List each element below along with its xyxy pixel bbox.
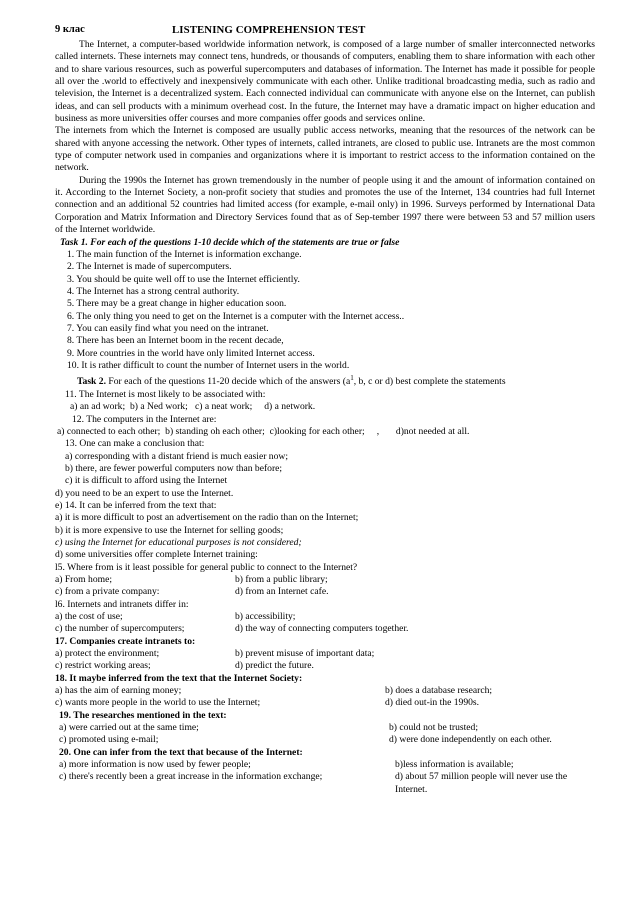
task2-sup: 1 (350, 374, 354, 383)
task2-instruction (77, 372, 595, 389)
option: c) the number of supercomputers; (55, 623, 185, 635)
option: d)not needed at all. (395, 425, 470, 437)
option: b)less information is available; (395, 759, 514, 771)
option: b) a Ned work; (129, 401, 188, 413)
option: a) has the aim of earning money; (55, 685, 182, 697)
option: d) about 57 million people will never use the Internet. (395, 771, 568, 795)
header (55, 24, 595, 38)
option: b) could not be trusted; (389, 722, 478, 734)
statement-2: 2. The Internet is made of supercomputers. (67, 261, 232, 273)
question-18: 18. It maybe inferred from the text that the Internet Society: (55, 672, 303, 684)
option: a) corresponding with a distant friend is much easier now; (65, 450, 288, 462)
statement-3: 3. You should be quite well off to use the Internet efficiently. (67, 273, 300, 285)
worksheet (55, 24, 595, 796)
paragraph-2: The internets from which the Internet is composed are usually public access networks, meaning that the resources of the network can be shared with anyone accessing the network. Other types of internets, called intranets, are closed to public use. Intranets are the most common type of computer network used in companies and organizations where it is important to restrict access to the information contained on the network. (55, 125, 595, 174)
option: d) died out-in the 1990s. (385, 697, 480, 709)
question-19-options (59, 722, 595, 747)
option: a) an ad work; (70, 401, 126, 413)
question-17: 17. Companies create intranets to: (55, 635, 196, 647)
option: d) a network. (264, 401, 316, 413)
statement-6: 6. The only thing you need to get on the Internet is a computer with the Internet access.. (67, 310, 405, 322)
option: a) From home; (55, 573, 113, 585)
option: c)looking for each other; (269, 425, 365, 437)
page-title: LISTENING COMPREHENSION TEST (172, 24, 366, 36)
task1-title: Task 1. For each of the questions 1-10 decide which of the statements are true or false (60, 236, 400, 248)
paragraph-1: The Internet, a computer-based worldwide information network, is composed of a large number of smaller interconnected networks called internets. These internets may connect tens, hundreds, or thousands of computers, enabling them to share information with each other and to share various resources, such as powerful supercomputers and databases of information. The Internet has made it possible for people all over the .world to effectively and inexpensively communicate with each other. Unlike traditional broadcasting media, such as radio and television, the Internet is a decentralized system. Each connected individual can communicate with anyone else on the Internet, can publish ideas, and can sell products with a minimum overhead cost. In the future, the Internet may have a dramatic impact on higher education and business as more universities offer courses and more companies offer goods and services online. (55, 39, 595, 125)
question-20-options (59, 759, 595, 796)
question-16-options (55, 611, 595, 636)
statement-5: 5. There may be a great change in higher education soon. (67, 298, 287, 310)
paragraph-3: During the 1990s the Internet has grown tremendously in the number of people using it and the amount of information contained on it. According to the Internet Society, a non-profit society that studies and promotes the use of the Internet, 134 countries had full Internet connection and an additional 52 countries had limited access (for example, e-mail only) in 1996. Surveys performed by International Data Corporation and Matrix Information and Directory Services found that as of Sep-tember 1997 there were between 53 and 57 million users of the Internet worldwide. (55, 174, 595, 236)
option: b) accessibility; (235, 611, 296, 622)
question-11: 11. The Internet is most likely to be associated with: (65, 388, 266, 400)
question-17-options (55, 648, 595, 673)
option: a) the cost of use; (55, 611, 123, 622)
option: a) were carried out at the same time; (59, 722, 199, 734)
question-18-options (55, 685, 595, 710)
option: c) there's recently been a great increase in the information exchange; (59, 771, 323, 783)
option: d) the way of connecting computers together. (235, 623, 409, 635)
option: c) a neat work; (194, 401, 253, 413)
option: a) it is more difficult to post an advertisement on the radio than on the Internet; (55, 512, 359, 524)
grade-label: 9 клас (55, 24, 85, 35)
statement-1: 1. The main function of the Internet is information exchange. (67, 248, 302, 260)
option: d) predict the future. (235, 660, 314, 672)
question-19: 19. The researches mentioned in the text: (59, 709, 227, 721)
option: c) restrict working areas; (55, 660, 151, 672)
option: b) from a public library; (235, 573, 328, 585)
option: b) there, are fewer powerful computers now than before; (65, 462, 283, 474)
statement-10: 10. It is rather difficult to count the number of Internet users in the world. (67, 359, 350, 371)
question-11-options (70, 401, 595, 413)
option: a) protect the environment; (55, 648, 160, 660)
option: c) it is difficult to afford using the Internet (65, 475, 228, 487)
option: , (376, 425, 380, 437)
option: a) connected to each other; (57, 425, 161, 437)
question-20: 20. One can infer from the text that because of the Internet: (59, 746, 303, 758)
option: c) wants more people in the world to use the Internet; (55, 697, 261, 709)
task2-text-end: , b, c or d) best complete the statements (353, 376, 506, 388)
question-16: l6. Internets and intranets differ in: (55, 598, 189, 610)
option: b) standing oh each other; (165, 425, 265, 437)
statement-7: 7. You can easily find what you need on the intranet. (67, 322, 269, 334)
question-15-options (55, 574, 595, 599)
option: b) does a database research; (385, 685, 493, 697)
option: c) from a private company: (55, 586, 160, 598)
task2-text: For each of the questions 11-20 decide which of the answers (a (108, 376, 351, 388)
option: c) promoted using e-mail; (59, 734, 159, 746)
option: a) more information is now used by fewer people; (59, 759, 251, 771)
question-14: e) 14. It can be inferred from the text that: (55, 499, 217, 511)
option: d) you need to be an expert to use the Internet. (55, 487, 234, 499)
task2-label: Task 2. (77, 376, 106, 388)
option: d) some universities offer complete Internet training: (55, 549, 258, 561)
statement-9: 9. More countries in the world have only limited Internet access. (67, 347, 315, 359)
question-15: l5. Where from is it least possible for general public to connect to the Internet? (55, 561, 358, 573)
option-text: c) using the Internet for educational purposes is not considered; (55, 536, 302, 548)
question-13: 13. One can make a conclusion that: (65, 438, 205, 450)
question-12: 12. The computers in the Internet are: (72, 413, 217, 425)
option: d) were done independently on each other. (389, 734, 552, 746)
option (55, 537, 595, 549)
statement-8: 8. There has been an Internet boom in the recent decade, (67, 335, 284, 347)
statement-4: 4. The Internet has a strong central authority. (67, 285, 240, 297)
question-12-options (57, 426, 595, 438)
option: b) prevent misuse of important data; (235, 648, 375, 660)
option: d) from an Internet cafe. (235, 586, 329, 598)
option: b) it is more expensive to use the Internet for selling goods; (55, 524, 284, 536)
